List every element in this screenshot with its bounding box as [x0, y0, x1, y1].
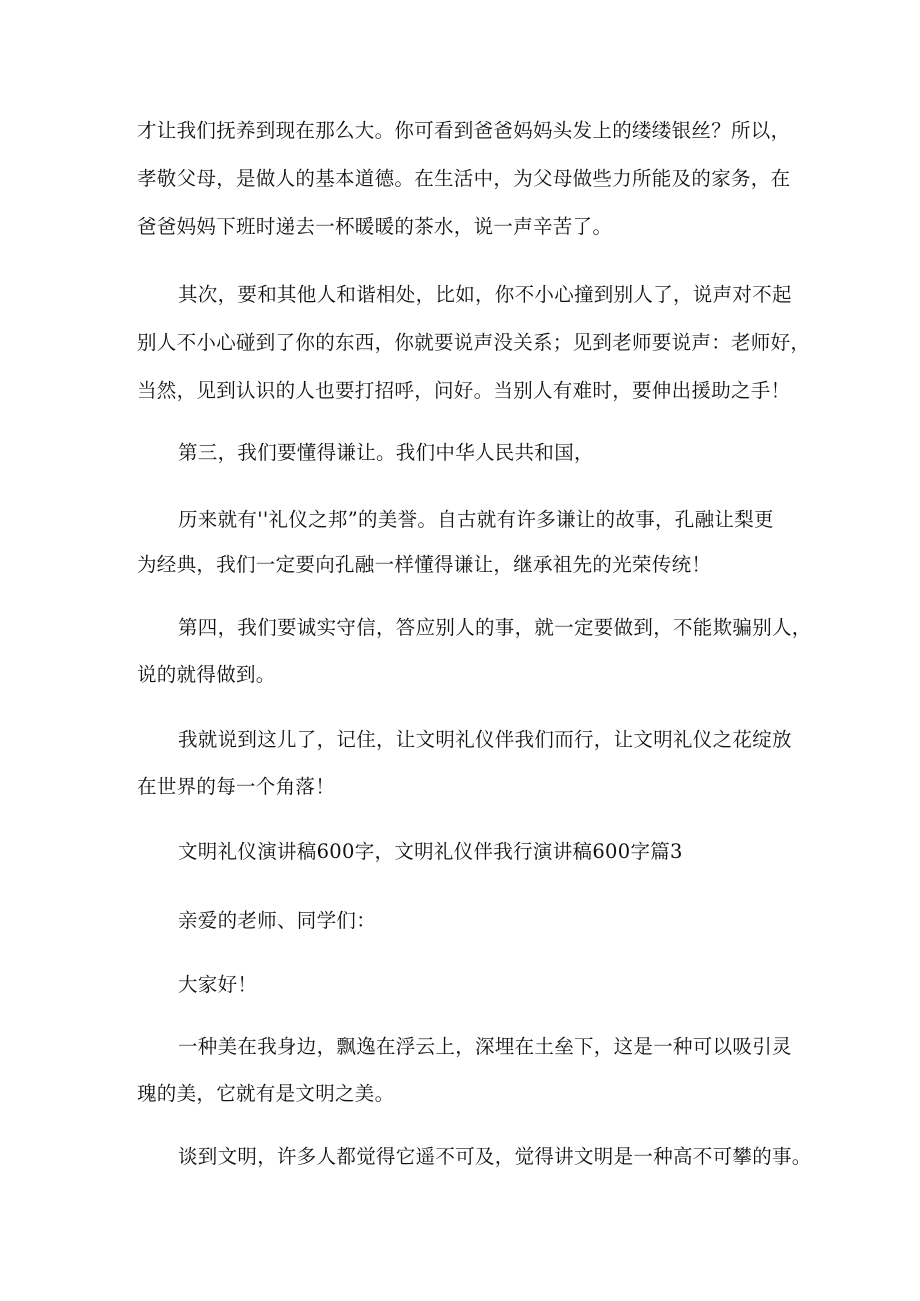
- text-line: 历来就有''礼仪之邦”的美誉。自古就有许多谦让的故事，孔融让梨更: [178, 508, 774, 531]
- greeting: 大家好！: [178, 973, 258, 996]
- text-line: 说的就得做到。: [137, 663, 276, 686]
- text-line: 第三，我们要懂得谦让。我们中华人民共和国，: [178, 441, 594, 464]
- text-line: 为经典，我们一定要向孔融一样懂得谦让，继承祖先的光荣传统！: [137, 553, 712, 576]
- text-line: 在世界的每一个角落！: [137, 775, 336, 798]
- text-line: 才让我们抚养到现在那么大。你可看到爸爸妈妈头发上的缕缕银丝？所以，: [137, 119, 791, 142]
- text-line: 其次，要和其他人和谐相处，比如，你不小心撞到别人了，说声对不起: [178, 283, 792, 306]
- text-line: 孝敬父母，是做人的基本道德。在生活中，为父母做些力所能及的家务，在: [137, 167, 791, 190]
- text-line: 别人不小心碰到了你的东西，你就要说声没关系；见到老师要说声：老师好，: [137, 331, 811, 354]
- section-heading: 文明礼仪演讲稿600字，文明礼仪伴我行演讲稿600字篇3: [178, 840, 683, 863]
- text-line: 一种美在我身边，飘逸在浮云上，深埋在土垒下，这是一种可以吸引灵: [178, 1035, 792, 1058]
- text-line: 第四，我们要诚实守信，答应别人的事，就一定要做到，不能欺骗别人，: [178, 616, 812, 639]
- text-line: 当然，见到认识的人也要打招呼，问好。当别人有难时，要伸出援助之手！: [137, 379, 791, 402]
- text-line: 谈到文明，许多人都觉得它遥不可及，觉得讲文明是一种高不可攀的事。: [178, 1145, 812, 1168]
- text-line: 我就说到这儿了，记住，让文明礼仪伴我们而行，让文明礼仪之花绽放: [178, 728, 792, 751]
- salutation: 亲爱的老师、同学们：: [178, 909, 377, 932]
- text-line: 爸爸妈妈下班时递去一杯暖暖的茶水，说一声辛苦了。: [137, 215, 613, 238]
- text-line: 瑰的美，它就有是文明之美。: [137, 1082, 395, 1105]
